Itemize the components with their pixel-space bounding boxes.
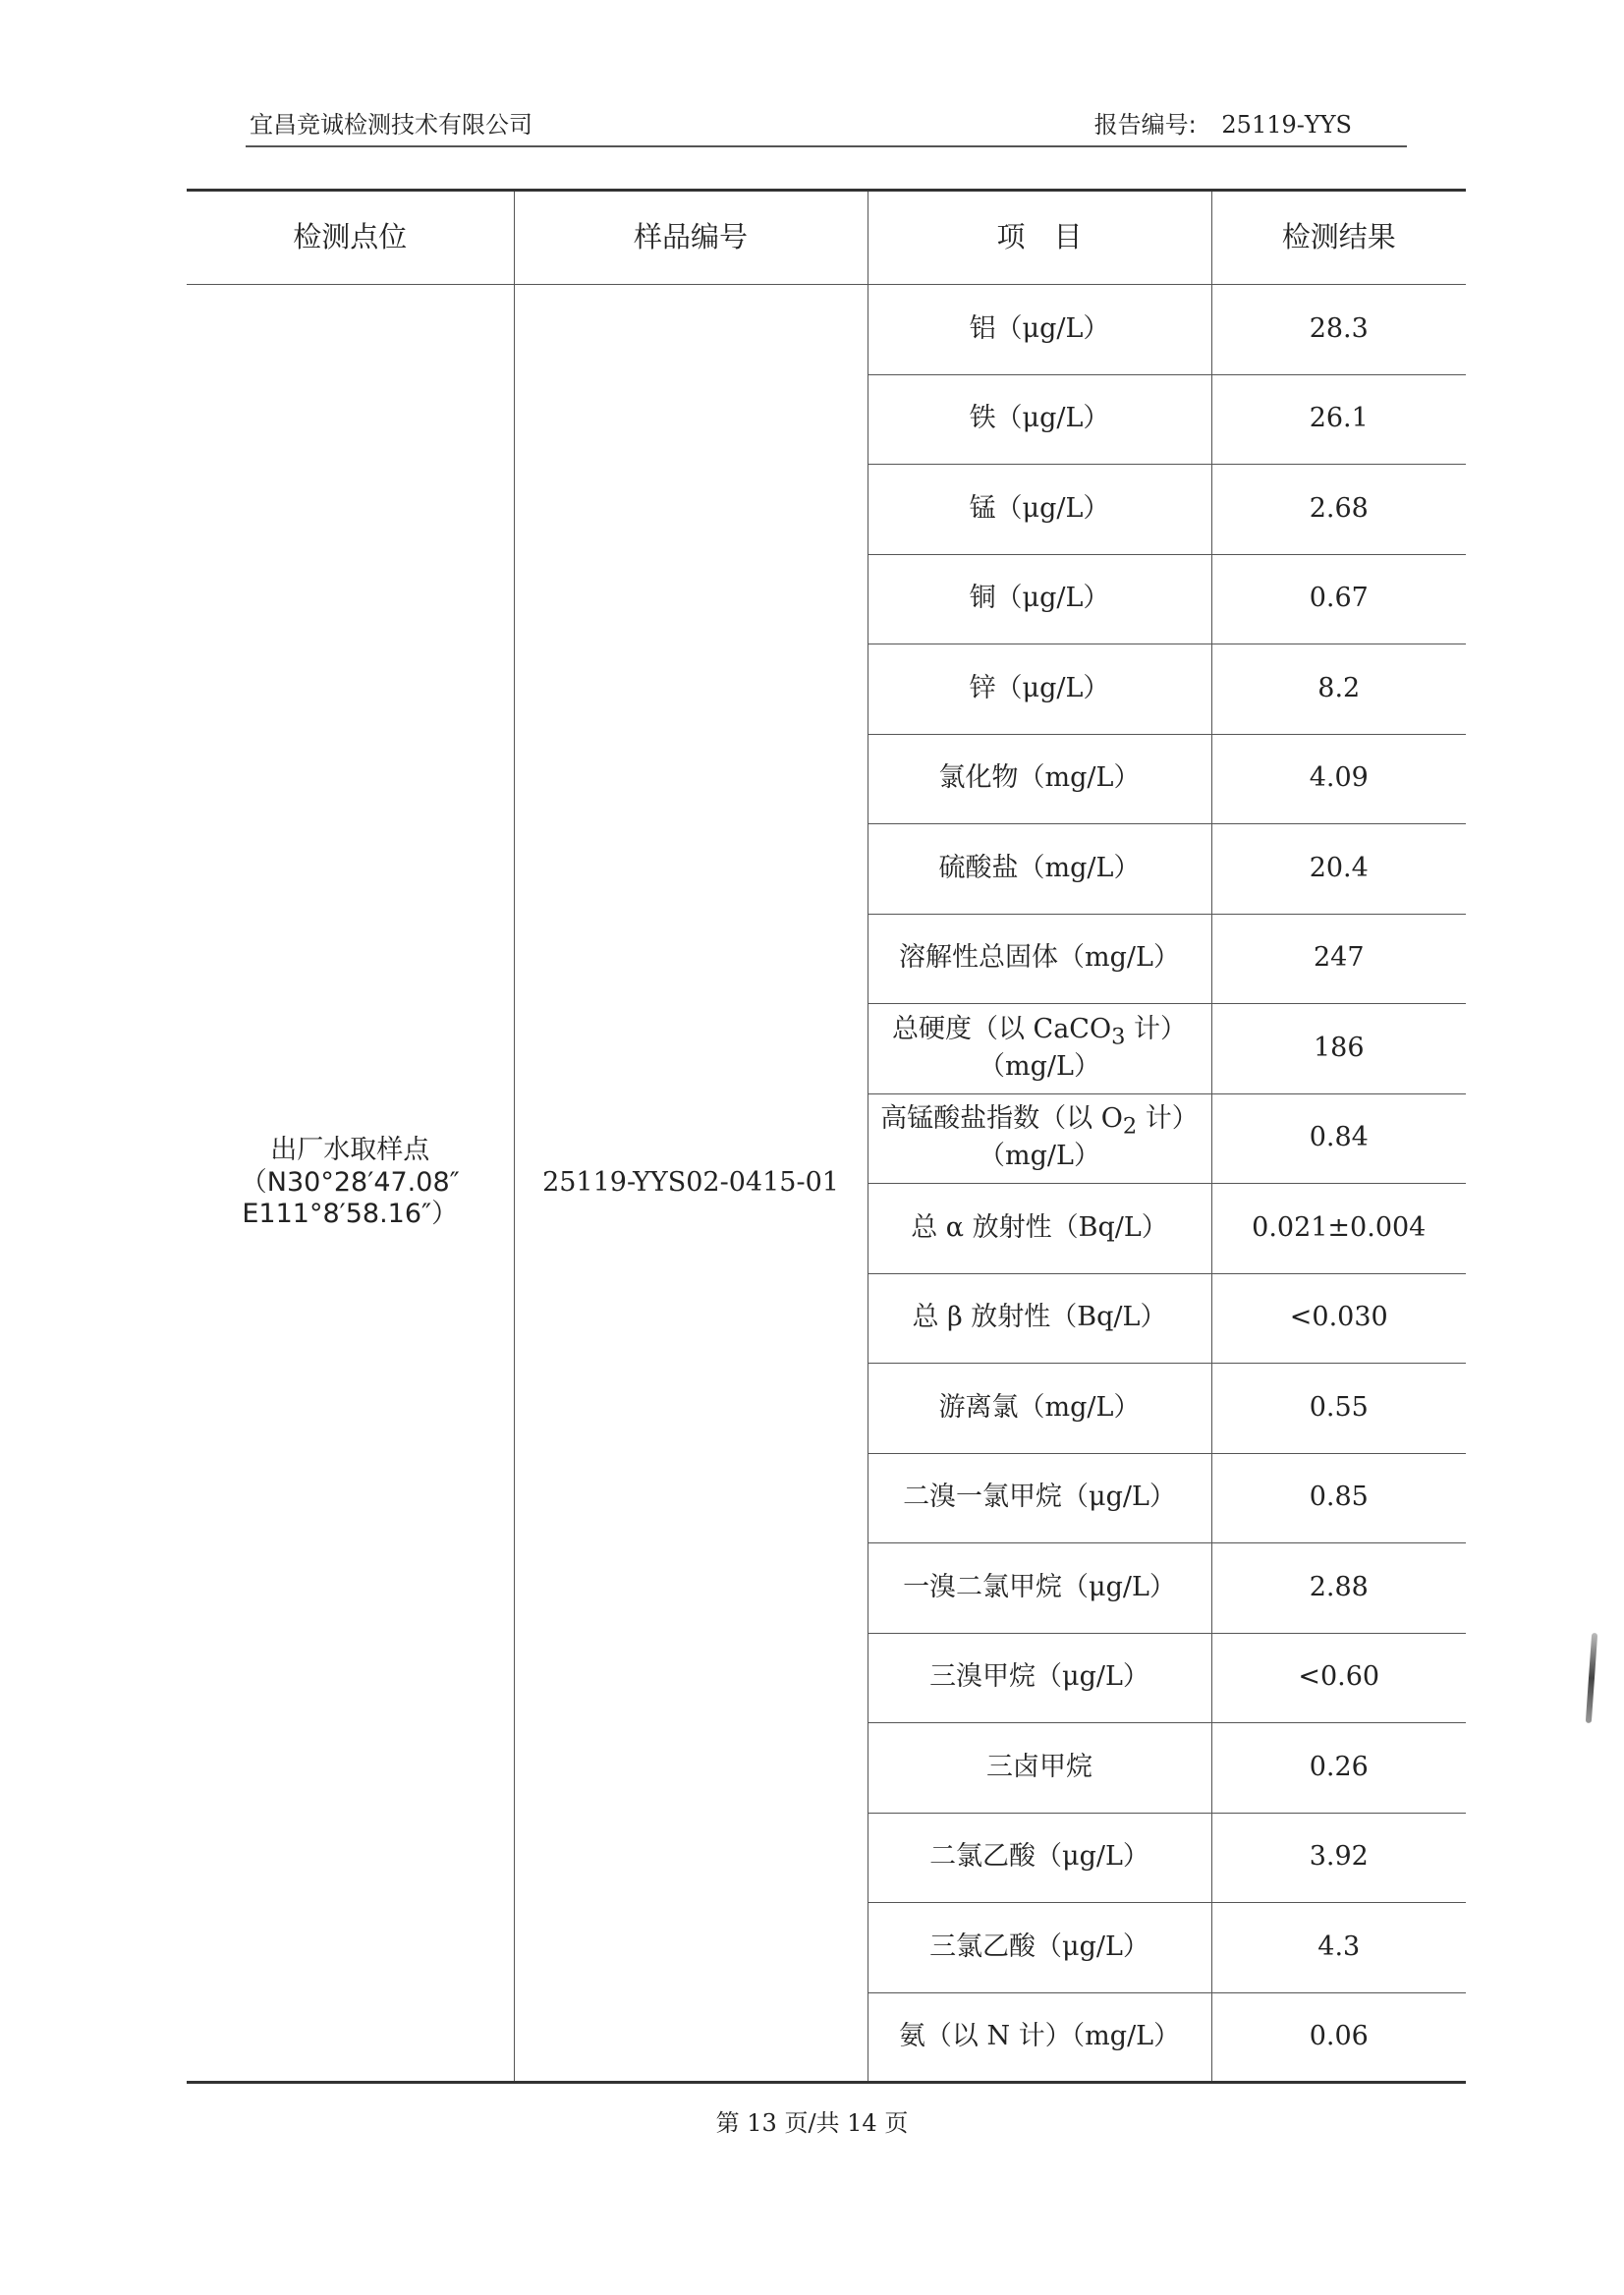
item-cell: 硫酸盐（mg/L）: [868, 824, 1211, 915]
page-header: [246, 106, 1407, 147]
item-subscript: 3: [1111, 1024, 1126, 1050]
report-number-block: [1094, 105, 1352, 140]
result-cell: 0.85: [1211, 1453, 1466, 1543]
item-cell: 二溴一氯甲烷（μg/L）: [868, 1453, 1211, 1543]
sampling-site-longitude: E111°8′58.16″）: [242, 1199, 459, 1230]
result-cell: 26.1: [1211, 374, 1466, 465]
sampling-site-name: 出厂水取样点: [270, 1134, 430, 1165]
item-cell: 三卤甲烷: [868, 1723, 1211, 1814]
item-cell: 铝（μg/L）: [868, 285, 1211, 375]
report-number-label: 报告编号:: [1093, 111, 1197, 139]
item-text: 总硬度（以 CaCO: [891, 1013, 1112, 1044]
result-cell: 8.2: [1211, 644, 1466, 735]
result-cell: 0.06: [1211, 1992, 1466, 2083]
item-cell: 铜（μg/L）: [868, 554, 1211, 644]
item-cell: 铁（μg/L）: [868, 374, 1211, 465]
result-cell: 20.4: [1211, 824, 1466, 915]
item-cell: 氨（以 N 计）（mg/L）: [868, 1992, 1211, 2083]
result-cell: 0.26: [1211, 1723, 1466, 1814]
result-cell: 186: [1211, 1004, 1466, 1094]
report-number: 25119-YYS: [1221, 111, 1352, 139]
table-row: [187, 285, 1466, 375]
item-cell: 氯化物（mg/L）: [868, 734, 1211, 824]
result-cell: <0.030: [1211, 1273, 1466, 1364]
result-cell: 247: [1211, 914, 1466, 1004]
result-cell: 2.88: [1211, 1543, 1466, 1634]
result-cell: <0.60: [1211, 1633, 1466, 1723]
result-cell: 2.68: [1211, 465, 1466, 555]
item-cell: 三氯乙酸（μg/L）: [868, 1903, 1211, 1993]
item-line: [874, 1103, 1205, 1141]
result-cell: 3.92: [1211, 1813, 1466, 1903]
item-unit-line: （mg/L）: [979, 1050, 1100, 1082]
item-cell: 二氯乙酸（μg/L）: [868, 1813, 1211, 1903]
column-header-result: 检测结果: [1211, 191, 1466, 285]
item-cell: 总 α 放射性（Bq/L）: [868, 1184, 1211, 1274]
results-table: [187, 189, 1466, 2084]
sample-number-cell: 25119-YYS02-0415-01: [514, 285, 868, 2083]
item-text: 高锰酸盐指数（以 O: [880, 1103, 1123, 1135]
company-name: 宜昌竞诚检测技术有限公司: [250, 111, 532, 139]
page-number: 第 13 页/共 14 页: [715, 2109, 909, 2137]
result-cell: 4.3: [1211, 1903, 1466, 1993]
result-cell: 0.67: [1211, 554, 1466, 644]
item-cell: 一溴二氯甲烷（μg/L）: [868, 1543, 1211, 1634]
sampling-site-latitude: （N30°28′47.08″: [240, 1166, 460, 1198]
item-cell: 溶解性总固体（mg/L）: [868, 914, 1211, 1004]
result-cell: 0.021±0.004: [1211, 1184, 1466, 1274]
item-cell: 三溴甲烷（μg/L）: [868, 1633, 1211, 1723]
result-cell: 0.55: [1211, 1364, 1466, 1454]
item-cell: 总 β 放射性（Bq/L）: [868, 1273, 1211, 1364]
sampling-site-cell: [187, 285, 514, 2083]
result-cell: 28.3: [1211, 285, 1466, 375]
result-cell: 4.09: [1211, 734, 1466, 824]
item-cell: [868, 1004, 1211, 1094]
column-header-site: 检测点位: [187, 191, 514, 285]
item-text: 计）: [1125, 1013, 1188, 1044]
item-cell: 锌（μg/L）: [868, 644, 1211, 735]
result-cell: 0.84: [1211, 1093, 1466, 1184]
column-header-item: 项 目: [868, 191, 1211, 285]
column-header-sample-no: 样品编号: [514, 191, 868, 285]
scan-edge-mark: [1586, 1633, 1597, 1723]
item-text: 计）: [1137, 1103, 1199, 1135]
item-line: [874, 1014, 1205, 1051]
item-unit-line: （mg/L）: [979, 1141, 1100, 1172]
item-cell: 游离氯（mg/L）: [868, 1364, 1211, 1454]
item-cell: 锰（μg/L）: [868, 465, 1211, 555]
item-subscript: 2: [1122, 1113, 1138, 1140]
item-cell: [868, 1093, 1211, 1184]
table-header-row: [187, 191, 1466, 285]
